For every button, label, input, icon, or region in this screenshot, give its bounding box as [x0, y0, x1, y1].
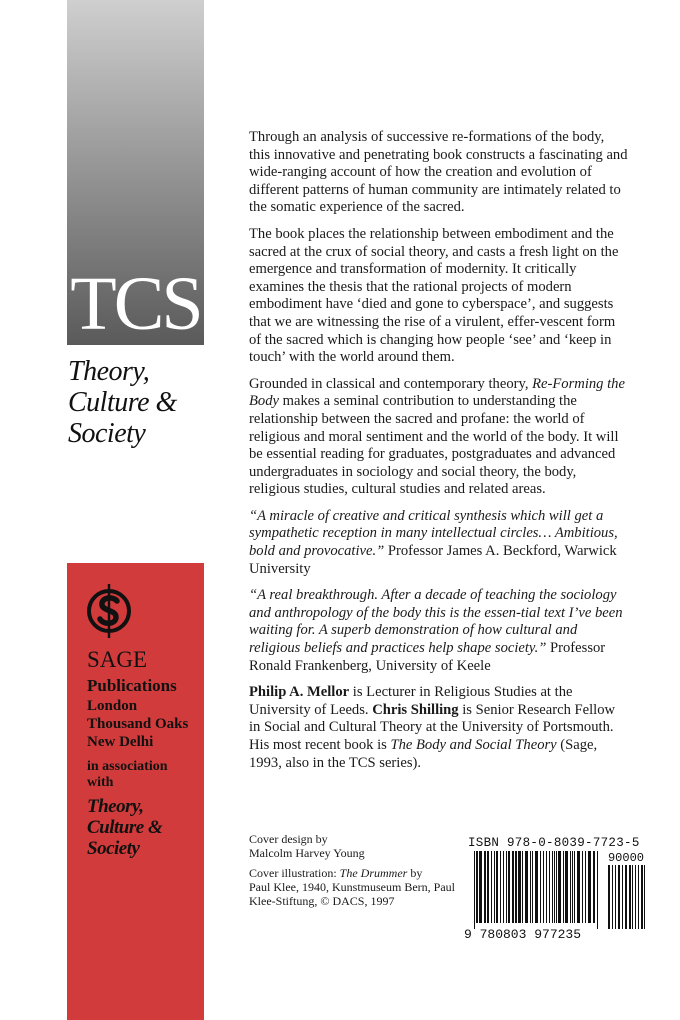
- barcode-bar: [515, 851, 517, 923]
- addon-bars: [608, 865, 645, 929]
- barcode-bar: [522, 851, 523, 923]
- barcode-bar: [530, 851, 531, 923]
- barcode-bar: [552, 851, 553, 923]
- blurb-paragraph-3: Grounded in classical and contemporary theory, Re-Forming the Body makes a seminal contribution to understanding the relationship between the sacred and profane: the world of religious and moral sentiment and the world of the body. It will be essential reading for graduates, postgraduates and advanced undergraduates in sociology and social theory, the body, religious studies, cultural studies and related areas.: [249, 375, 625, 498]
- design-credit: Cover design by Malcolm Harvey Young: [249, 832, 365, 860]
- barcode-bar: [577, 851, 580, 923]
- addon-bar: [608, 865, 610, 929]
- barcode-bar: [570, 851, 571, 923]
- addon-bar: [615, 865, 616, 929]
- association-series: Theory, Culture & Society: [87, 796, 163, 859]
- review-quote-1: “A miracle of creative and critical synthesis which will get a sympathetic reception in many intellectual circles… Ambitious, bold and provocative.” Professor James A. Beckford, Warwick University: [249, 507, 618, 577]
- barcode-bar: [563, 851, 564, 923]
- barcode-bar: [597, 851, 598, 929]
- publisher-name: SAGE: [87, 647, 148, 672]
- cover-credits: [249, 832, 459, 914]
- publisher-sub: Publications: [87, 676, 177, 695]
- ean-bars: [474, 851, 598, 929]
- barcode-bar: [546, 851, 547, 923]
- barcode-bar: [540, 851, 541, 923]
- barcode-bar: [518, 851, 521, 923]
- ean-number: 9 780803 977235: [464, 927, 582, 941]
- book-title: Re-Forming the Body: [249, 375, 625, 410]
- barcode-bar: [588, 851, 591, 923]
- addon-bar: [622, 865, 623, 929]
- illustration-credit: Cover illustration: The Drummer by Paul Klee, 1940, Kunstmuseum Bern, Paul Klee-Stiftung, © DACS, 1997: [249, 866, 455, 908]
- addon-bar: [638, 865, 639, 929]
- barcode-bar: [506, 851, 507, 923]
- barcode-bar: [512, 851, 514, 923]
- barcode-bar: [556, 851, 557, 923]
- addon-bar: [644, 865, 645, 929]
- addon-bar: [612, 865, 613, 929]
- barcode: [462, 849, 647, 941]
- barcode-bar: [476, 851, 478, 923]
- tcs-logo: TCS: [70, 261, 201, 346]
- barcode-bar: [508, 851, 510, 923]
- barcode-bar: [593, 851, 595, 923]
- addon-bar: [641, 865, 643, 929]
- isbn-label: ISBN 978-0-8039-7723-5: [468, 836, 640, 850]
- addon-number: 90000: [607, 851, 645, 865]
- barcode-bar: [503, 851, 504, 923]
- barcode-bar: [565, 851, 568, 923]
- series-title: Theory, Culture & Society: [68, 356, 177, 449]
- blurb-paragraph-2: The book places the relationship between embodiment and the sacred at the crux of social theory, and casts a fresh light on the emergence and transformation of modernity. It critically examines the thesis that the rational projects of modern embodiment have ‘died and gone to cyberspace’, and suggests that we are witnessing the rise of a virulent, effer-vescent form of the sacred which is changing how people ‘see’ and ‘keep in touch’ with the world around them.: [249, 225, 619, 366]
- barcode-bar: [532, 851, 533, 923]
- author-bio: Philip A. Mellor is Lecturer in Religious Studies at the University of Leeds. Chris Shilling is Senior Research Fellow in Social and Cultural Theory at the University of Portsmouth. His most recent book is The Body and Social Theory (Sage, 1993, also in the TCS series).: [249, 684, 616, 771]
- barcode-bar: [487, 851, 489, 923]
- barcode-bar: [494, 851, 495, 923]
- barcode-bar: [484, 851, 486, 923]
- addon-bar: [632, 865, 633, 929]
- addon-bar: [635, 865, 636, 929]
- barcode-bar: [543, 851, 544, 923]
- association-label: in association with: [87, 759, 168, 790]
- sage-logo-icon: [86, 582, 132, 640]
- barcode-bar: [558, 851, 561, 923]
- barcode-bar: [479, 851, 482, 923]
- barcode-bar: [554, 851, 555, 923]
- barcode-bar: [572, 851, 573, 923]
- publisher-cities: London Thousand Oaks New Delhi: [87, 698, 189, 750]
- barcode-bar: [525, 851, 528, 923]
- barcode-bar: [491, 851, 492, 923]
- addon-bar: [629, 865, 631, 929]
- back-cover-text: [249, 129, 629, 781]
- barcode-bar: [585, 851, 586, 923]
- barcode-bar: [496, 851, 498, 923]
- barcode-bar: [535, 851, 538, 923]
- addon-bar: [618, 865, 620, 929]
- barcode-bar: [474, 851, 475, 929]
- addon-bar: [625, 865, 627, 929]
- review-quote-2: “A real breakthrough. After a decade of teaching the sociology and anthropology of the body this is the essen-tial text I’ve been waiting for. A superb demonstration of how cultural and religious beliefs and practices help shape society.” Professor Ronald Frankenberg, University of Keele: [249, 587, 623, 674]
- barcode-bar: [574, 851, 575, 923]
- barcode-bar: [549, 851, 550, 923]
- blurb-paragraph-1: Through an analysis of successive re-formations of the body, this innovative and penetrating book constructs a fascinating and wide-ranging account of how the creation and evolution of different patterns of human community are intimately related to the somatic experience of the sacred.: [249, 129, 628, 216]
- barcode-bar: [582, 851, 583, 923]
- barcode-bar: [500, 851, 501, 923]
